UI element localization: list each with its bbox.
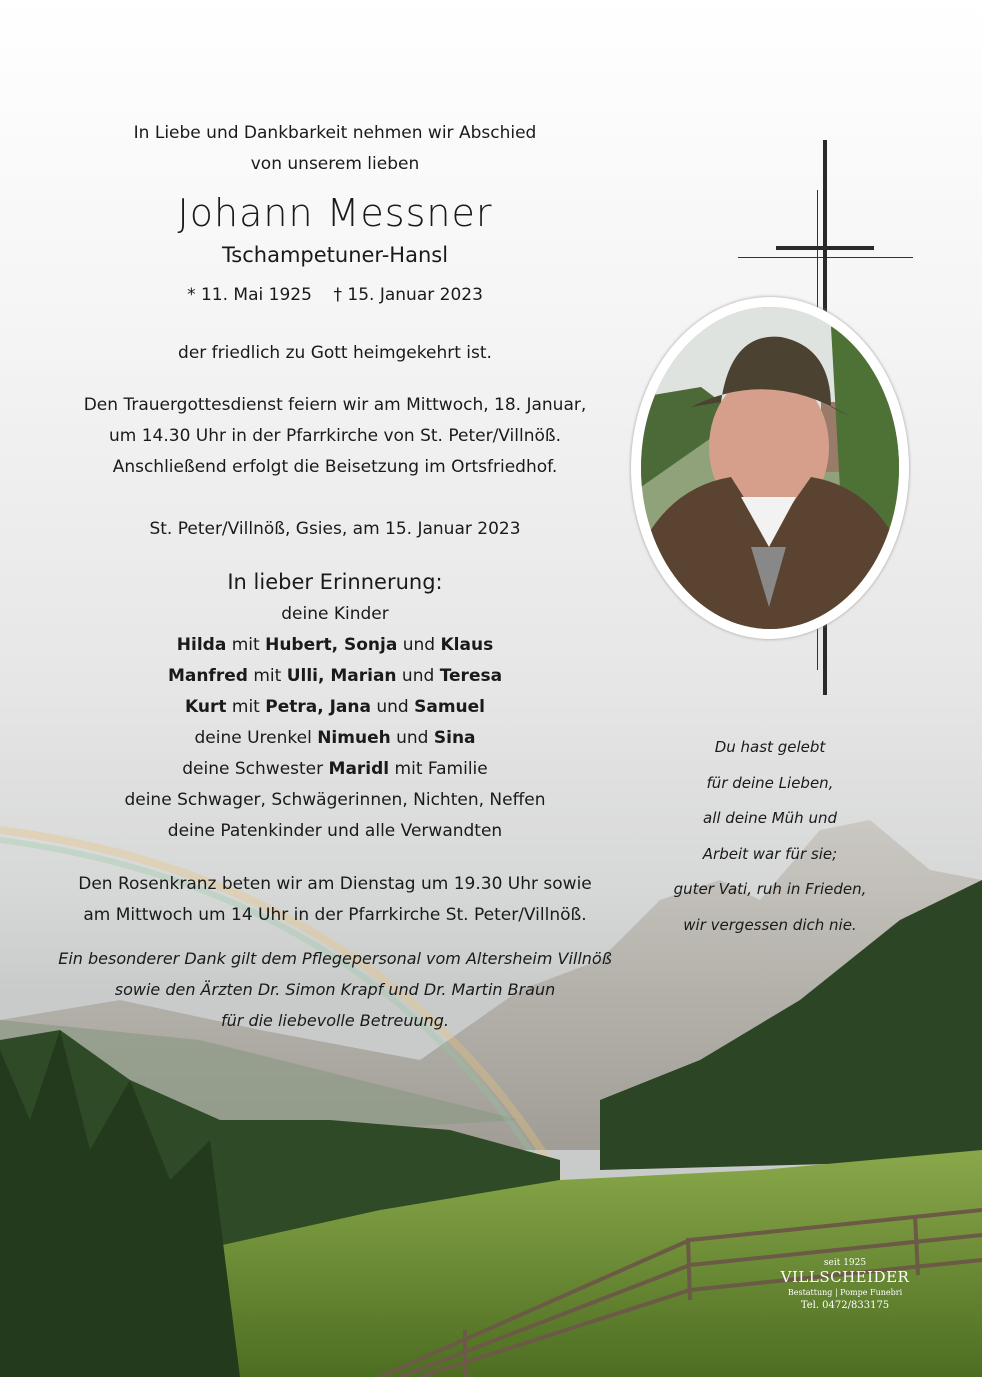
family-list	[40, 599, 630, 847]
family-name: Manfred	[167, 666, 248, 686]
family-name: Maridl	[328, 759, 390, 779]
family-line	[40, 599, 630, 630]
thanks-line: Ein besonderer Dank gilt dem Pflegepersonal vom Altersheim Villnöß	[58, 949, 612, 968]
rosary-line: Den Rosenkranz beten wir am Dienstag um 19.30 Uhr sowie	[78, 874, 592, 894]
family-text: mit	[226, 635, 266, 655]
family-line	[40, 723, 630, 754]
family-name: Teresa	[439, 666, 503, 686]
family-text: deine Kinder	[281, 604, 389, 624]
family-text: deine Urenkel	[194, 728, 318, 748]
family-name: Sina	[433, 728, 476, 748]
intro-line: In Liebe und Dankbarkeit nehmen wir Abschied	[133, 123, 537, 143]
logo-tel: Tel. 0472/833175	[800, 1300, 890, 1311]
main-text	[40, 118, 630, 1036]
family-name: Kurt	[184, 697, 227, 717]
family-line	[40, 630, 630, 661]
family-text: und	[397, 635, 441, 655]
poem-line: wir vergessen dich nie.	[683, 915, 857, 934]
family-text: mit	[247, 666, 287, 686]
poem-line: all deine Müh und	[703, 809, 837, 827]
service-line: Den Trauergottesdienst feiern wir am Mittwoch, 18. Januar,	[83, 395, 587, 415]
family-name: Hubert, Sonja	[265, 635, 398, 655]
family-text: und	[370, 697, 415, 717]
cross-bar	[776, 246, 874, 250]
family-name: Ulli, Marian	[286, 666, 397, 686]
memory-heading: In lieber Erinnerung:	[227, 570, 443, 594]
poem-line: guter Vati, ruh in Frieden,	[673, 880, 867, 898]
thanks-line: sowie den Ärzten Dr. Simon Krapf und Dr. Martin Braun	[114, 980, 556, 999]
family-text: deine Patenkinder und alle Verwandten	[167, 821, 503, 841]
intro-line: von unserem lieben	[250, 154, 420, 174]
poem	[650, 730, 890, 943]
logo-sub: Bestattung | Pompe Funebri	[787, 1288, 903, 1297]
poem-line: Du hast gelebt	[714, 738, 826, 756]
family-line	[40, 692, 630, 723]
family-line	[40, 816, 630, 847]
family-line	[40, 754, 630, 785]
portrait-photo	[641, 307, 899, 629]
place-date: St. Peter/Villnöß, Gsies, am 15. Januar 2023	[149, 519, 521, 539]
poem-line: für deine Lieben,	[706, 773, 834, 792]
rosary-line: am Mittwoch um 14 Uhr in der Pfarrkirche St. Peter/Villnöß.	[83, 905, 587, 925]
family-line	[40, 785, 630, 816]
family-name: Hilda	[176, 635, 227, 655]
thanks-line: für die liebevolle Betreuung.	[221, 1011, 449, 1030]
family-text: mit	[226, 697, 266, 717]
logo-since: seit 1925	[823, 1258, 867, 1268]
statement: der friedlich zu Gott heimgekehrt ist.	[178, 343, 492, 363]
service-line: um 14.30 Uhr in der Pfarrkirche von St. Peter/Villnöß.	[108, 426, 562, 446]
family-text: deine Schwester	[182, 759, 329, 779]
family-name: Petra, Jana	[265, 697, 371, 717]
family-line	[40, 661, 630, 692]
family-text: deine Schwager, Schwägerinnen, Nichten, Neffen	[124, 790, 546, 810]
family-text: und	[390, 728, 434, 748]
family-text: und	[396, 666, 440, 686]
service-line: Anschließend erfolgt die Beisetzung im Ortsfriedhof.	[112, 457, 558, 477]
family-name: Nimueh	[317, 728, 391, 748]
life-dates: * 11. Mai 1925 † 15. Januar 2023	[187, 285, 483, 305]
poem-line: Arbeit war für sie;	[702, 844, 838, 863]
family-name: Samuel	[414, 697, 486, 717]
family-text: mit Familie	[389, 759, 488, 779]
nickname: Tschampetuner-Hansl	[221, 243, 449, 267]
funeral-home-logo	[770, 1258, 920, 1311]
family-name: Klaus	[440, 635, 494, 655]
logo-name: VILLSCHEIDER	[780, 1268, 910, 1286]
deceased-name: Johann Messner	[177, 191, 493, 235]
